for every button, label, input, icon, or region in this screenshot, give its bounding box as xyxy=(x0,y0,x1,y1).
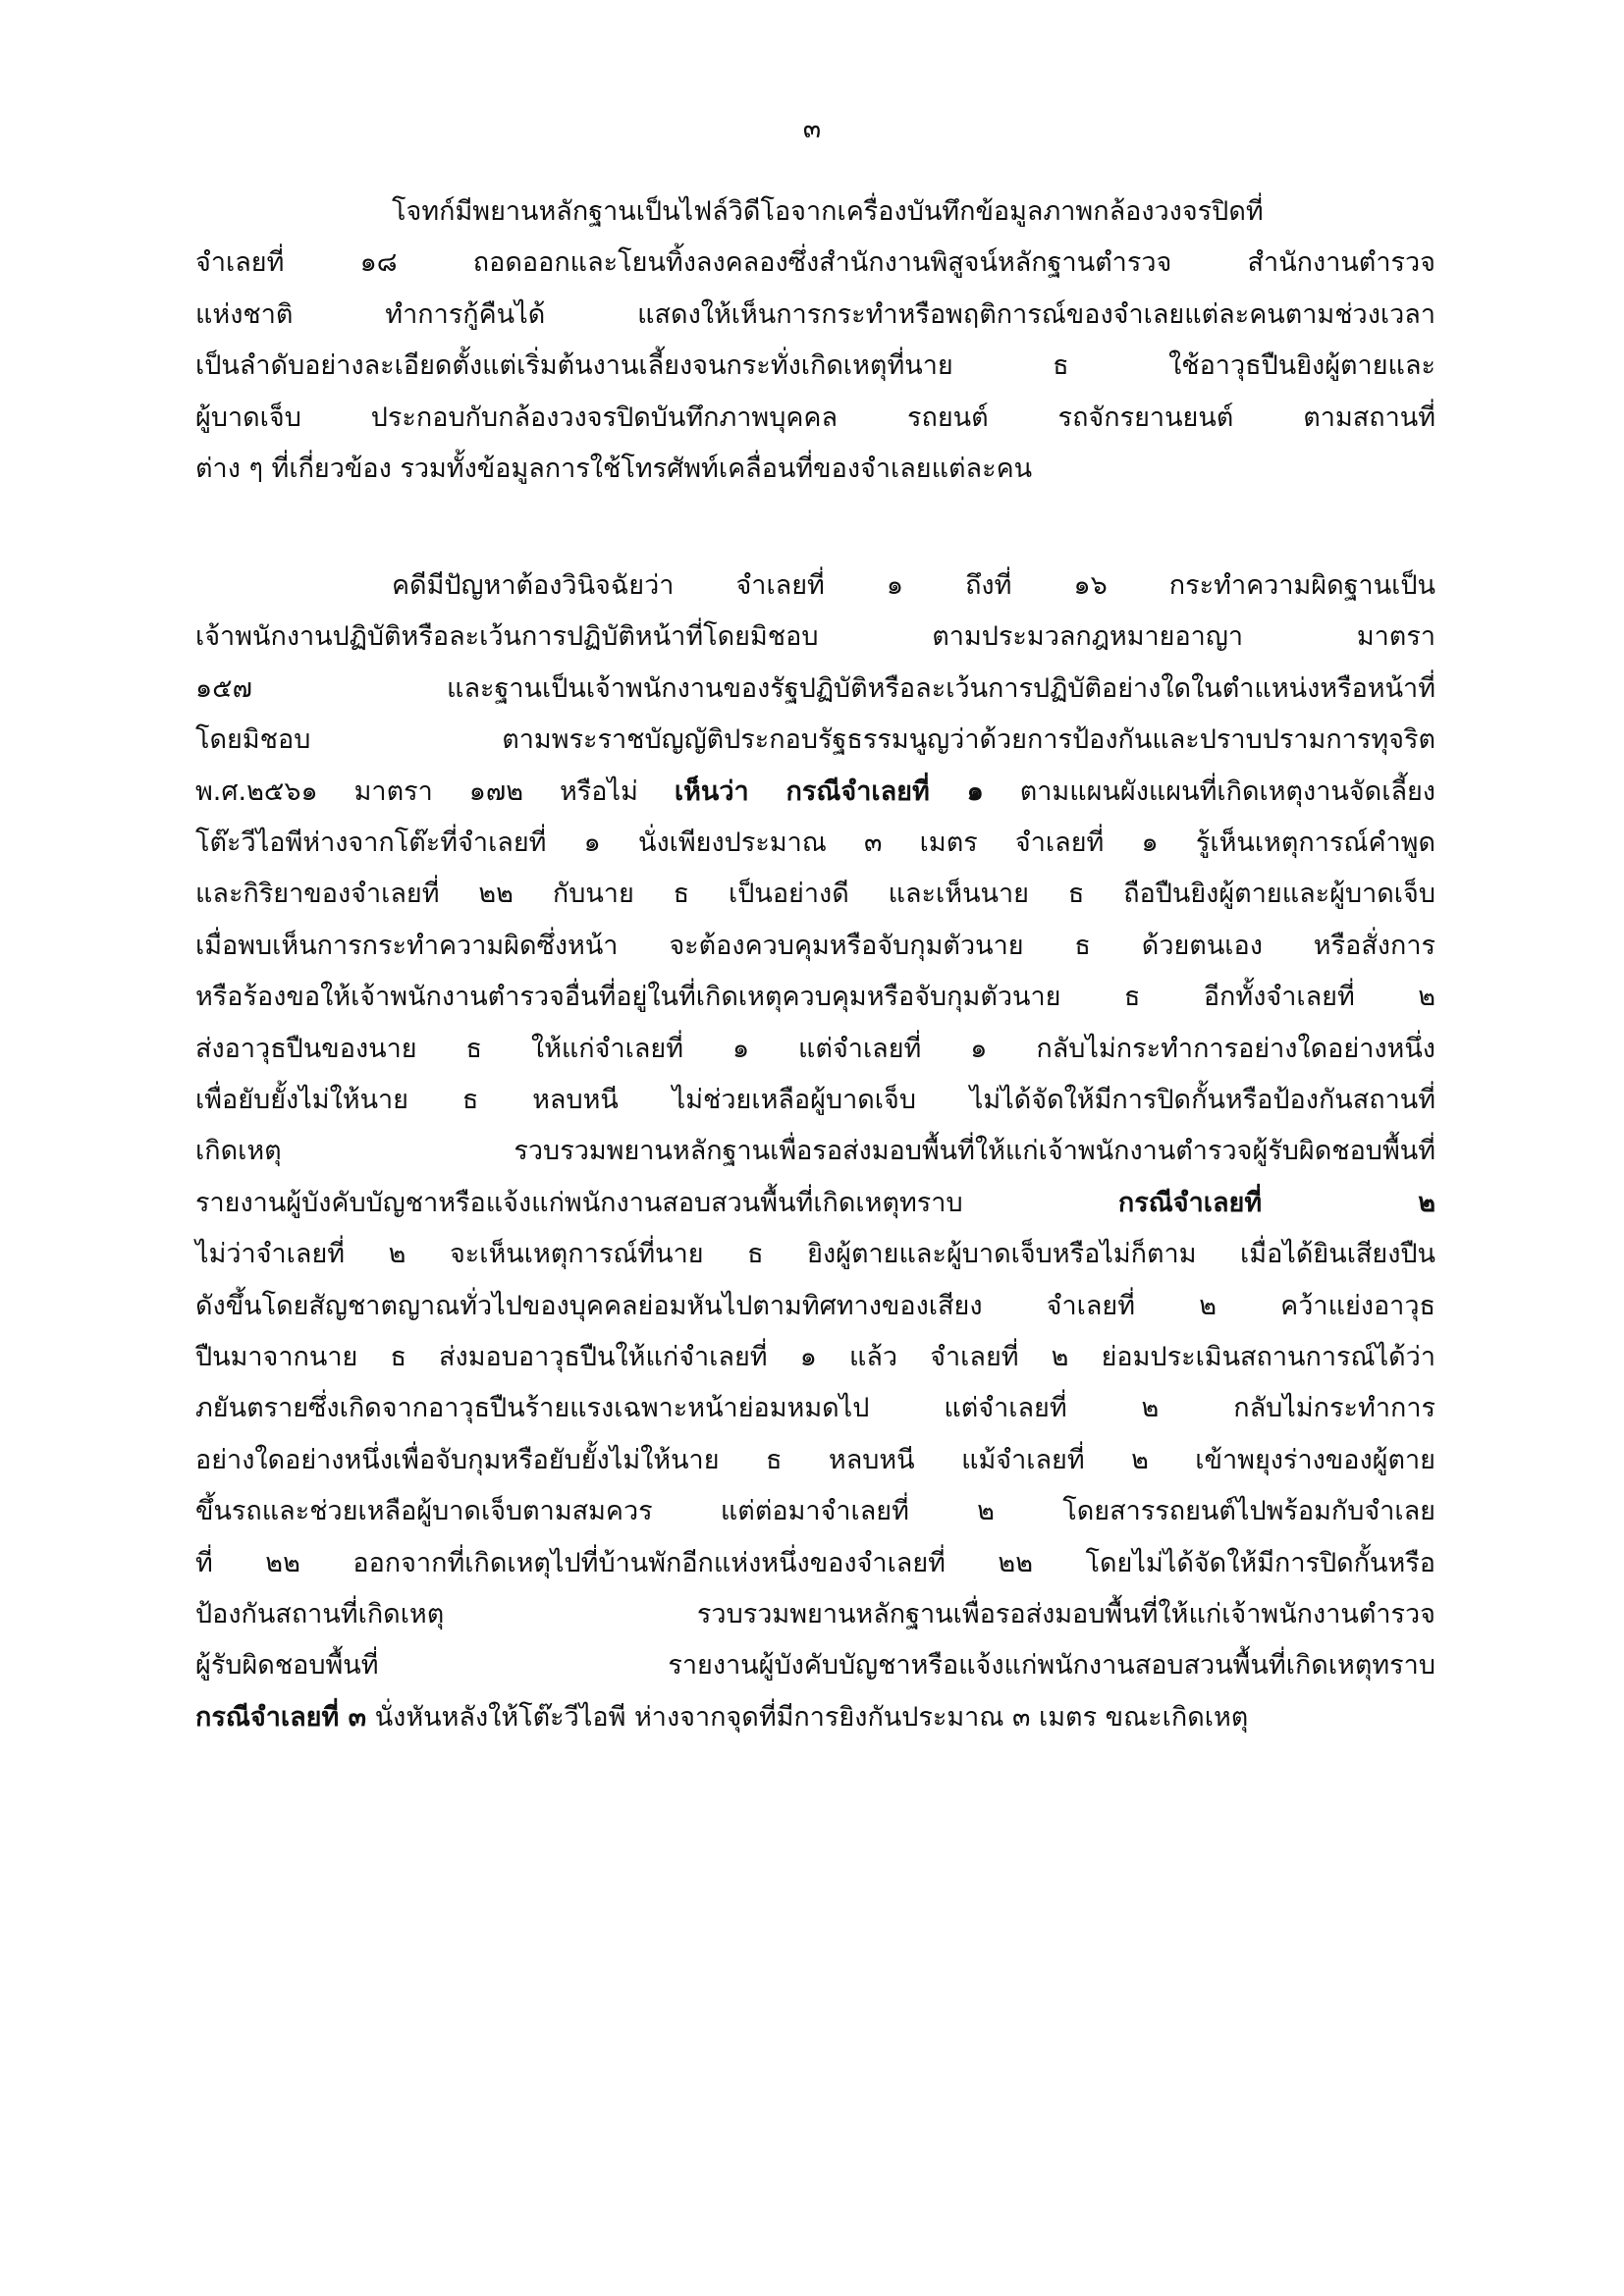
text-line xyxy=(195,767,1435,818)
text-segment: ดังขึ้นโดยสัญชาตญาณทั่วไปของบุคคลย่อมหันไปตามทิศทางของเสียง จำเลยที่ ๒ คว้าแย่งอาวุธ xyxy=(195,1291,1435,1321)
text-segment: แห่งชาติ ทำการกู้คืนได้ แสดงให้เห็นการกระทำหรือพฤติการณ์ของจำเลยแต่ละคนตามช่วงเวลา xyxy=(195,299,1435,330)
text-line xyxy=(195,1075,1435,1126)
text-line xyxy=(195,612,1435,663)
text-segment: เจ้าพนักงานปฏิบัติหรือละเว้นการปฏิบัติหน้าที่โดยมิชอบ ตามประมวลกฎหมายอาญา มาตรา xyxy=(195,621,1435,652)
text-segment: เมื่อพบเห็นการกระทำความผิดซึ่งหน้า จะต้องควบคุมหรือจับกุมตัวนาย ธ ด้วยตนเอง หรือสั่งการ xyxy=(195,931,1435,961)
text-segment: ป้องกันสถานที่เกิดเหตุ รวบรวมพยานหลักฐานเพื่อรอส่งมอบพื้นที่ให้แก่เจ้าพนักงานตำรวจ xyxy=(195,1599,1435,1629)
text-line xyxy=(195,1024,1435,1075)
text-line xyxy=(392,561,1435,612)
text-segment: ขึ้นรถและช่วยเหลือผู้บาดเจ็บตามสมควร แต่ต่อมาจำเลยที่ ๒ โดยสารรถยนต์ไปพร้อมกับจำเลย xyxy=(195,1496,1435,1526)
text-segment: เป็นลำดับอย่างละเอียดตั้งแต่เริ่มต้นงานเลี้ยงจนกระทั่งเกิดเหตุที่นาย ธ ใช้อาวุธปืนยิงผู้ตายและ xyxy=(195,350,1435,381)
text-line xyxy=(195,1229,1435,1280)
text-line xyxy=(195,1281,1435,1332)
text-segment: ไม่ว่าจำเลยที่ ๒ จะเห็นเหตุการณ์ที่นาย ธ ยิงผู้ตายและผู้บาดเจ็บหรือไม่ก็ตาม เมื่อได้ยินเสียงปืน xyxy=(195,1239,1435,1269)
text-segment: และกิริยาของจำเลยที่ ๒๒ กับนาย ธ เป็นอย่างดี และเห็นนาย ธ ถือปืนยิงผู้ตายและผู้บาดเจ็บ xyxy=(195,879,1435,909)
text-segment: ต่าง ๆ ที่เกี่ยวข้อง รวมทั้งข้อมูลการใช้โทรศัพท์เคลื่อนที่ของจำเลยแต่ละคน xyxy=(195,454,1033,484)
text-line xyxy=(195,1640,1435,1691)
text-line xyxy=(195,972,1435,1023)
text-segment: โจทก์มีพยานหลักฐานเป็นไฟล์วิดีโอจากเครื่องบันทึกข้อมูลภาพกล้องวงจรปิดที่ xyxy=(392,196,1264,227)
text-segment: ผู้รับผิดชอบพื้นที่ รายงานผู้บังคับบัญชาหรือแจ้งแก่พนักงานสอบสวนพื้นที่เกิดเหตุทราบ xyxy=(195,1650,1435,1681)
text-segment: อย่างใดอย่างหนึ่งเพื่อจับกุมหรือยับยั้งไม่ให้นาย ธ หลบหนี แม้จำเลยที่ ๒ เข้าพยุงร่างของผู้ตาย xyxy=(195,1445,1435,1475)
text-segment: ส่งอาวุธปืนของนาย ธ ให้แก่จำเลยที่ ๑ แต่จำเลยที่ ๑ กลับไม่กระทำการอย่างใดอย่างหนึ่ง xyxy=(195,1034,1435,1064)
text-line xyxy=(392,187,1435,238)
text-segment: นั่งหันหลังให้โต๊ะวีไอพี ห่างจากจุดที่มีการยิงกันประมาณ ๓ เมตร ขณะเกิดเหตุ xyxy=(366,1702,1249,1733)
text-line xyxy=(195,1538,1435,1589)
text-line xyxy=(195,341,1435,392)
text-line xyxy=(195,1383,1435,1434)
text-segment: ภยันตรายซึ่งเกิดจากอาวุธปืนร้ายแรงเฉพาะหน้าย่อมหมดไป แต่จำเลยที่ ๒ กลับไม่กระทำการ xyxy=(195,1393,1435,1423)
text-segment: ตามแผนผังแผนที่เกิดเหตุงานจัดเลี้ยง xyxy=(983,776,1435,807)
text-segment: หรือร้องขอให้เจ้าพนักงานตำรวจอื่นที่อยู่ในที่เกิดเหตุควบคุมหรือจับกุมตัวนาย ธ อีกทั้งจำเลยที่ ๒ xyxy=(195,982,1435,1012)
text-segment: โต๊ะวีไอพีห่างจากโต๊ะที่จำเลยที่ ๑ นั่งเพียงประมาณ ๓ เมตร จำเลยที่ ๑ รู้เห็นเหตุการณ์คำพูด xyxy=(195,828,1435,858)
text-segment: ผู้บาดเจ็บ ประกอบกับกล้องวงจรปิดบันทึกภาพบุคคล รถยนต์ รถจักรยานยนต์ ตามสถานที่ xyxy=(195,402,1435,433)
text-segment: พ.ศ.๒๕๖๑ มาตรา ๑๗๒ หรือไม่ xyxy=(195,776,675,807)
text-line xyxy=(195,1126,1435,1177)
page-number: ๓ xyxy=(802,114,822,144)
text-segment: รายงานผู้บังคับบัญชาหรือแจ้งแก่พนักงานสอบสวนพื้นที่เกิดเหตุทราบ xyxy=(195,1188,1118,1218)
text-line xyxy=(195,869,1435,920)
text-line xyxy=(195,444,1435,495)
text-line xyxy=(195,921,1435,972)
text-segment: โดยมิชอบ ตามพระราชบัญญัติประกอบรัฐธรรมนูญว่าด้วยการป้องกันและปราบปรามการทุจริต xyxy=(195,724,1435,755)
bold-text: กรณีจำเลยที่ ๓ xyxy=(195,1702,367,1733)
text-line xyxy=(195,1332,1435,1383)
text-segment: เกิดเหตุ รวบรวมพยานหลักฐานเพื่อรอส่งมอบพื้นที่ให้แก่เจ้าพนักงานตำรวจผู้รับผิดชอบพื้นที่ xyxy=(195,1136,1435,1166)
text-line xyxy=(195,1486,1435,1537)
text-line xyxy=(195,1435,1435,1486)
text-line xyxy=(195,1589,1435,1640)
text-line xyxy=(195,238,1435,289)
text-segment: ปืนมาจากนาย ธ ส่งมอบอาวุธปืนให้แก่จำเลยที่ ๑ แล้ว จำเลยที่ ๒ ย่อมประเมินสถานการณ์ได้ว่า xyxy=(195,1342,1435,1372)
text-segment: จำเลยที่ ๑๘ ถอดออกและโยนทิ้งลงคลองซึ่งสำนักงานพิสูจน์หลักฐานตำรวจ สำนักงานตำรวจ xyxy=(195,247,1435,278)
text-segment: คดีมีปัญหาต้องวินิจฉัยว่า จำเลยที่ ๑ ถึงที่ ๑๖ กระทำความผิดฐานเป็น xyxy=(392,570,1435,601)
text-segment: ที่ ๒๒ ออกจากที่เกิดเหตุไปที่บ้านพักอีกแห่งหนึ่งของจำเลยที่ ๒๒ โดยไม่ได้จัดให้มีการปิดกั้นหรือ xyxy=(195,1548,1435,1578)
text-line xyxy=(195,393,1435,444)
text-line xyxy=(195,290,1435,341)
bold-text: เห็นว่า กรณีจำเลยที่ ๑ xyxy=(674,776,984,807)
text-segment: เพื่อยับยั้งไม่ให้นาย ธ หลบหนี ไม่ช่วยเหลือผู้บาดเจ็บ ไม่ได้จัดให้มีการปิดกั้นหรือป้องกันสถานที่ xyxy=(195,1085,1435,1115)
bold-text: กรณีจำเลยที่ ๒ xyxy=(1117,1188,1435,1218)
text-line xyxy=(195,1178,1435,1229)
text-line xyxy=(195,1692,1435,1743)
text-line xyxy=(195,664,1435,715)
text-segment: ๑๕๗ และฐานเป็นเจ้าพนักงานของรัฐปฏิบัติหรือละเว้นการปฏิบัติอย่างใดในตำแหน่งหรือหน้าที่ xyxy=(195,673,1435,704)
text-line xyxy=(195,818,1435,869)
text-line xyxy=(195,715,1435,766)
